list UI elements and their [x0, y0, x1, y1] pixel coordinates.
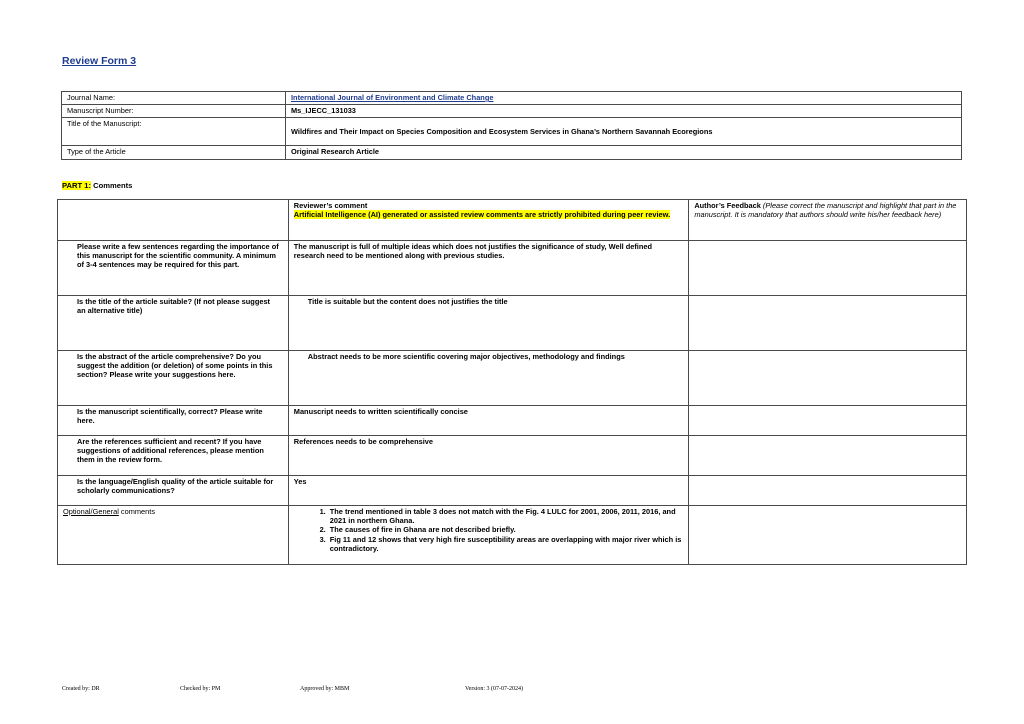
author-feedback-note: (Please correct the manuscript and highlight that part in the manuscript. It is mandatory that authors should write his/her feedback here): [694, 201, 957, 220]
table-row: [62, 146, 962, 160]
question-importance: Please write a few sentences regarding the importance of this manuscript for the scientific community. A minimum of 3-4 sentences may be required for this part.: [58, 241, 289, 296]
part1-prefix: PART 1:: [62, 181, 91, 190]
answer-references: References needs to be comprehensive: [288, 436, 689, 476]
footer-created: Created by: DR: [62, 686, 100, 692]
title-label: Title of the Manuscript:: [62, 118, 286, 146]
author-feedback-cell[interactable]: [689, 296, 967, 351]
list-item: 2. The causes of fire in Ghana are not described briefly.: [328, 525, 684, 534]
author-feedback-cell[interactable]: [689, 351, 967, 406]
part1-label: Comments: [90, 181, 133, 190]
optional-comments-label: comments: [118, 507, 156, 516]
manuscript-number-value: Ms_IJECC_131033: [286, 105, 962, 118]
manuscript-info-table: [61, 91, 962, 160]
form-title: Review Form 3: [62, 55, 137, 67]
table-header-row: [58, 200, 967, 241]
table-row: [58, 351, 967, 406]
table-row: [58, 296, 967, 351]
optional-general-label: Optional/General: [63, 507, 119, 516]
list-item: 3. Fig 11 and 12 shows that very high fire susceptibility areas are overlapping with major river which is contradictory.: [328, 535, 684, 553]
manuscript-number-label: Manuscript Number:: [62, 105, 286, 118]
type-value: Original Research Article: [286, 146, 962, 160]
comments-table: [57, 199, 967, 565]
footer-approved: Approved by: MBM: [300, 686, 350, 692]
table-row: [62, 118, 962, 146]
footer-version: Version: 3 (07-07-2024): [465, 686, 523, 692]
list-item: 1. The trend mentioned in table 3 does not match with the Fig. 4 LULC for 2001, 2006, 2011, 2016, and 2021 in northern Ghana.: [328, 507, 684, 525]
part1-heading: [62, 181, 132, 190]
question-abstract: Is the abstract of the article comprehensive? Do you suggest the addition (or deletion) of some points in this section? Please write your suggestions here.: [58, 351, 289, 406]
reviewer-comment-header: Reviewer’s comment: [293, 201, 368, 210]
answer-title: Title is suitable but the content does not justifies the title: [288, 296, 689, 351]
ai-prohibition-note: Artificial Intelligence (AI) generated or assisted review comments are strictly prohibited during peer review.: [293, 210, 671, 220]
question-language: Is the language/English quality of the article suitable for scholarly communications?: [58, 476, 289, 506]
journal-link[interactable]: International Journal of Environment and Climate Change: [291, 93, 494, 102]
author-feedback-cell[interactable]: [689, 241, 967, 296]
footer-checked: Checked by: PM: [180, 686, 221, 692]
author-feedback-header: Author’s Feedback: [694, 201, 761, 210]
journal-label: Journal Name:: [62, 92, 286, 105]
answer-abstract: Abstract needs to be more scientific covering major objectives, methodology and findings: [288, 351, 689, 406]
table-row: [62, 105, 962, 118]
author-feedback-cell[interactable]: [689, 506, 967, 565]
optional-comments-list: [288, 506, 689, 565]
table-row: [58, 406, 967, 436]
answer-language: Yes: [288, 476, 689, 506]
author-feedback-cell[interactable]: [689, 476, 967, 506]
answer-importance: The manuscript is full of multiple ideas which does not justifies the significance of study, Well defined research need to be mentioned along with previous studies.: [288, 241, 689, 296]
table-row: [58, 506, 967, 565]
table-row: [58, 476, 967, 506]
table-row: [58, 241, 967, 296]
question-scientific: Is the manuscript scientifically, correct? Please write here.: [58, 406, 289, 436]
table-row: [62, 92, 962, 105]
answer-scientific: Manuscript needs to written scientifically concise: [288, 406, 689, 436]
type-label: Type of the Article: [62, 146, 286, 160]
table-row: [58, 436, 967, 476]
author-feedback-cell[interactable]: [689, 436, 967, 476]
author-feedback-cell[interactable]: [689, 406, 967, 436]
title-value: Wildfires and Their Impact on Species Composition and Ecosystem Services in Ghana’s Northern Savannah Ecoregions: [286, 118, 962, 146]
question-title: Is the title of the article suitable? (If not please suggest an alternative title): [58, 296, 289, 351]
question-references: Are the references sufficient and recent? If you have suggestions of additional references, please mention them in the review form.: [58, 436, 289, 476]
